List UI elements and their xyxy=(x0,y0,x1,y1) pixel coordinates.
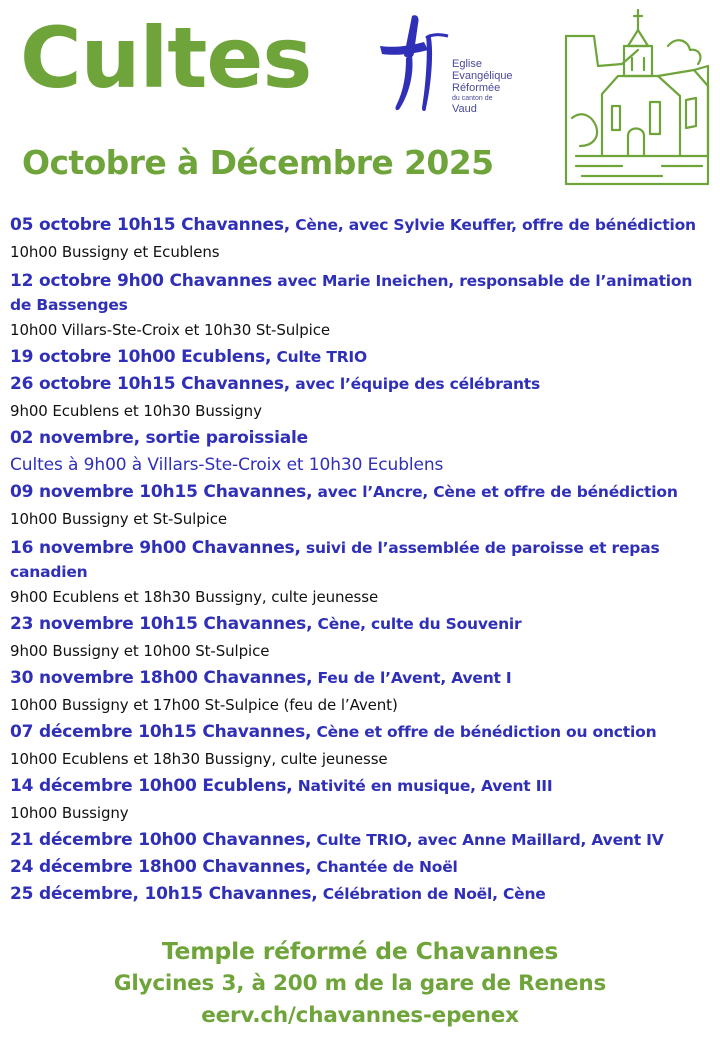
list-item xyxy=(10,212,716,266)
other-services: 10h00 Bussigny et Ecublens xyxy=(10,243,220,261)
service-description: avec Marie Ineichen, responsable de l’animation de Bassenges xyxy=(10,272,693,314)
service-date: 23 novembre 10h15 Chavannes, xyxy=(10,614,313,634)
logo-line: Eglise xyxy=(452,58,482,70)
footer-address: Glycines 3, à 200 m de la gare de Renens xyxy=(113,971,607,996)
list-item xyxy=(10,719,716,773)
service-description: Célébration de Noël, Cène xyxy=(317,885,546,903)
other-services: 10h00 Bussigny xyxy=(10,804,129,822)
list-item xyxy=(10,533,716,611)
page-title: Cultes xyxy=(20,9,312,107)
service-description: Culte TRIO xyxy=(271,348,367,366)
list-item xyxy=(10,827,716,854)
service-date: 19 octobre 10h00 Ecublens, xyxy=(10,347,272,367)
service-description: suivi de l’assemblée de paroisse et repas canadien xyxy=(10,539,660,581)
service-main-line xyxy=(10,425,716,452)
service-main-line xyxy=(10,881,716,908)
service-main-line xyxy=(10,344,716,371)
service-description: Nativité en musique, Avent III xyxy=(292,777,553,795)
service-description: avec l’Ancre, Cène et offre de bénédiction xyxy=(312,483,678,501)
service-description: Feu de l’Avent, Avent I xyxy=(312,669,512,687)
other-services: 10h00 Villars-Ste-Croix et 10h30 St-Sulpice xyxy=(10,321,331,339)
list-item xyxy=(10,665,716,719)
service-main-line xyxy=(10,212,716,239)
other-services: 10h00 Bussigny et 17h00 St-Sulpice (feu de l’Avent) xyxy=(10,696,398,714)
list-item xyxy=(10,773,716,827)
list-item xyxy=(10,266,716,344)
list-item xyxy=(10,611,716,665)
logo-line: Vaud xyxy=(452,103,477,115)
logo-line: du canton de xyxy=(452,95,493,102)
service-date: 25 décembre, 10h15 Chavannes, xyxy=(10,884,318,904)
logo-text xyxy=(452,58,542,115)
footer xyxy=(0,934,720,1032)
footer-place: Temple réformé de Chavannes xyxy=(161,937,559,965)
logo-line: Evangélique xyxy=(452,70,513,82)
service-date: 24 décembre 18h00 Chavannes, xyxy=(10,857,312,877)
page-subtitle: Octobre à Décembre 2025 xyxy=(22,143,494,182)
service-description: Culte TRIO, avec Anne Maillard, Avent IV xyxy=(311,831,664,849)
service-date: 21 décembre 10h00 Chavannes, xyxy=(10,830,312,850)
other-services: 10h00 Ecublens et 18h30 Bussigny, culte jeunesse xyxy=(10,750,388,768)
service-description: Chantée de Noël xyxy=(311,858,458,876)
service-main-line xyxy=(10,533,716,584)
schedule-list xyxy=(10,212,716,908)
service-main-line xyxy=(10,854,716,881)
service-date: 14 décembre 10h00 Ecublens, xyxy=(10,776,293,796)
service-description: avec l’équipe des célébrants xyxy=(290,375,541,393)
service-main-line xyxy=(10,611,716,638)
service-main-line xyxy=(10,266,716,317)
service-main-line xyxy=(10,719,716,746)
service-main-line xyxy=(10,479,716,506)
church-icon xyxy=(562,6,712,188)
service-date: 26 octobre 10h15 Chavannes, xyxy=(10,374,290,394)
service-date: 07 décembre 10h15 Chavannes, xyxy=(10,722,312,742)
logo-line: Réformée xyxy=(452,82,501,94)
service-date: 05 octobre 10h15 Chavannes, xyxy=(10,215,290,235)
service-main-line xyxy=(10,773,716,800)
list-item xyxy=(10,425,716,479)
list-item xyxy=(10,344,716,371)
footer-website: eerv.ch/chavannes-epenex xyxy=(201,1003,519,1028)
service-date: 16 novembre 9h00 Chavannes, xyxy=(10,538,301,558)
other-services: 9h00 Ecublens et 10h30 Bussigny xyxy=(10,402,262,420)
other-services: 9h00 Ecublens et 18h30 Bussigny, culte jeunesse xyxy=(10,588,379,606)
other-services: Cultes à 9h00 à Villars-Ste-Croix et 10h30 Ecublens xyxy=(10,455,444,475)
service-main-line xyxy=(10,371,716,398)
list-item xyxy=(10,854,716,881)
eerv-logo xyxy=(376,12,536,124)
service-main-line xyxy=(10,827,716,854)
service-description: Cène et offre de bénédiction ou onction xyxy=(311,723,657,741)
service-date: 09 novembre 10h15 Chavannes, xyxy=(10,482,313,502)
cross-logo-icon xyxy=(376,12,452,124)
list-item xyxy=(10,371,716,425)
service-date: 12 octobre 9h00 Chavannes xyxy=(10,271,273,291)
service-date: 30 novembre 18h00 Chavannes, xyxy=(10,668,313,688)
other-services: 10h00 Bussigny et St-Sulpice xyxy=(10,510,227,528)
service-description: Cène, avec Sylvie Keuffer, offre de bénédiction xyxy=(290,216,696,234)
service-date: 02 novembre, sortie paroissiale xyxy=(10,428,308,448)
service-description: Cène, culte du Souvenir xyxy=(312,615,522,633)
service-main-line xyxy=(10,665,716,692)
list-item xyxy=(10,479,716,533)
other-services: 9h00 Bussigny et 10h00 St-Sulpice xyxy=(10,642,270,660)
list-item xyxy=(10,881,716,908)
